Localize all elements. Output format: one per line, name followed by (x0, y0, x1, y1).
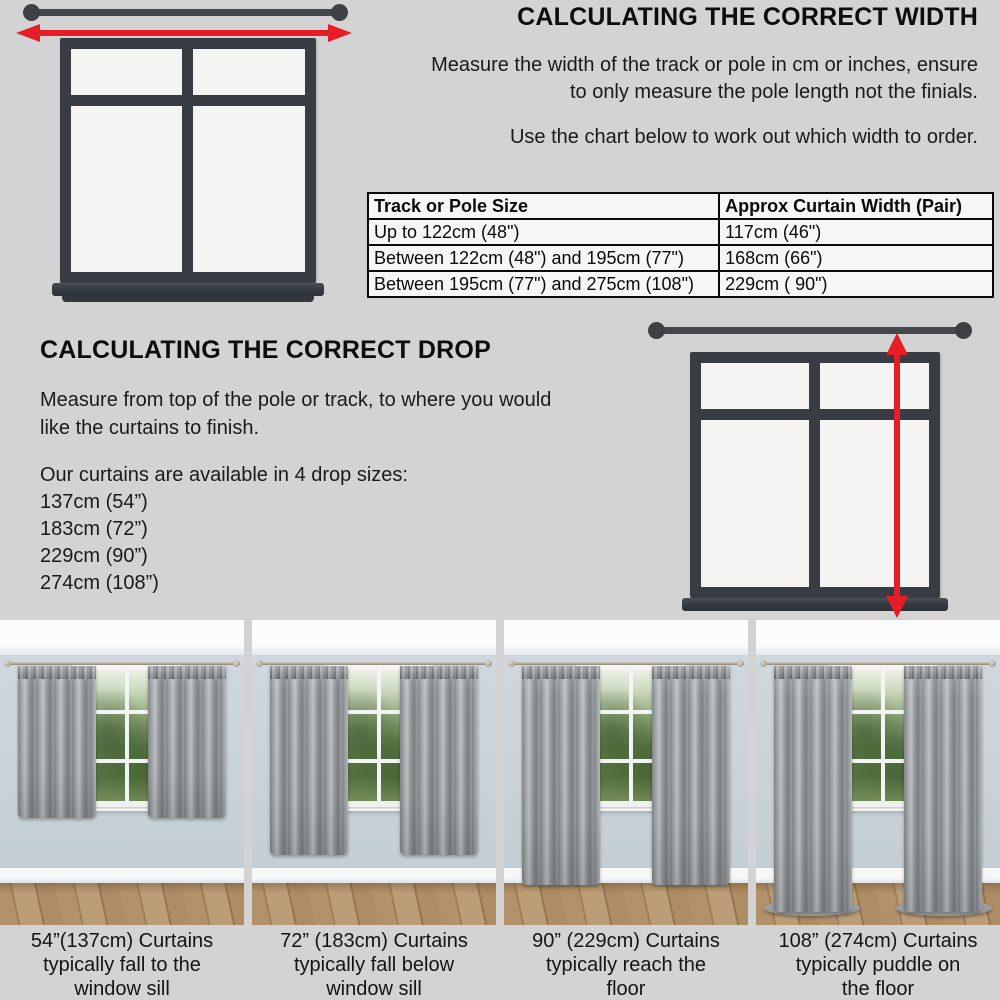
window-pane (820, 363, 929, 409)
caption-54in (0, 929, 244, 1000)
pencil-pleat-tape (400, 666, 478, 679)
room-curtain-pole (8, 662, 236, 665)
curtain-panel-right (148, 666, 226, 818)
caption-line: typically reach the (545, 954, 707, 976)
drop-size-item: 229cm (90”) (40, 545, 148, 567)
window-mullion (125, 669, 129, 806)
room-pole-finial (4, 660, 11, 667)
crown-molding (756, 642, 1000, 656)
ceiling (0, 620, 244, 642)
caption-line: 108” (274cm) Curtains (778, 930, 978, 952)
drop-measure-arrow-icon (884, 333, 910, 618)
example-photo-90in (504, 620, 748, 925)
baseboard (0, 868, 244, 883)
table-row (368, 219, 993, 245)
caption-line: the floor (841, 978, 915, 1000)
pole-finial-left (23, 4, 40, 21)
window-pane (193, 106, 305, 272)
ceiling (252, 620, 496, 642)
table-cell: Between 122cm (48") and 195cm (77") (368, 245, 719, 271)
room-curtain-pole (512, 662, 740, 665)
drop-section-title: CALCULATING THE CORRECT DROP (40, 336, 491, 364)
caption-line: window sill (326, 978, 422, 1000)
width-chart-hint: Use the chart below to work out which width to order. (509, 126, 978, 148)
caption-line: 54”(137cm) Curtains (30, 930, 214, 952)
window-sill-base (62, 296, 314, 302)
window-mullion (629, 669, 633, 806)
table-row (368, 271, 993, 297)
room-pole-finial (256, 660, 263, 667)
caption-line: window sill (74, 978, 170, 1000)
caption-line: typically fall below (293, 954, 455, 976)
drop-intro-text (40, 386, 630, 442)
ceiling (504, 620, 748, 642)
room-pole-finial (989, 660, 996, 667)
size-table (367, 192, 994, 298)
wood-floor (252, 883, 496, 925)
example-photo-72in (252, 620, 496, 925)
width-section-title: CALCULATING THE CORRECT WIDTH (517, 3, 978, 31)
width-intro-line-1: Measure the width of the track or pole in cm or inches, ensure (431, 54, 978, 76)
pencil-pleat-tape (774, 666, 852, 679)
curtain-panel-left (270, 666, 348, 855)
room-pole-finial (233, 660, 240, 667)
caption-108in (756, 929, 1000, 1000)
baseboard (252, 868, 496, 883)
window-sill (52, 283, 324, 296)
curtain-pole (656, 327, 964, 334)
drop-sizes-label: Our curtains are available in 4 drop sizes: (40, 464, 408, 486)
curtain-panel-left (522, 666, 600, 885)
pencil-pleat-tape (148, 666, 226, 679)
table-row (368, 245, 993, 271)
window-frame (60, 38, 316, 283)
crown-molding (0, 642, 244, 656)
pencil-pleat-tape (652, 666, 730, 679)
pole-finial-right (331, 4, 348, 21)
pencil-pleat-tape (270, 666, 348, 679)
window-pane (701, 420, 809, 587)
curtain-panel-left (18, 666, 96, 818)
ceiling (756, 620, 1000, 642)
drop-intro-line-1: Measure from top of the pole or track, to where you would (40, 389, 552, 411)
window-pane (701, 363, 809, 409)
pencil-pleat-tape (522, 666, 600, 679)
caption-line: typically fall to the (43, 954, 201, 976)
caption-line: 90” (229cm) Curtains (532, 930, 720, 952)
room-pole-finial (760, 660, 767, 667)
caption-72in (252, 929, 496, 1000)
table-header-curtain-width: Approx Curtain Width (Pair) (719, 193, 993, 219)
window-mullion (881, 669, 885, 806)
width-intro-line-2: to only measure the pole length not the finials. (569, 81, 978, 103)
window-pane (71, 49, 182, 95)
drop-size-item: 183cm (72”) (40, 518, 148, 540)
drop-sizes-list (40, 489, 159, 597)
drop-size-item: 137cm (54”) (40, 491, 148, 513)
table-cell: 168cm (66") (719, 245, 993, 271)
table-header-row (368, 193, 993, 219)
room-curtain-pole (764, 662, 992, 665)
room-pole-finial (485, 660, 492, 667)
pole-finial-left (648, 322, 665, 339)
curtain-panel-right (400, 666, 478, 855)
pencil-pleat-tape (18, 666, 96, 679)
curtain-panel-right (904, 666, 982, 912)
caption-line: typically puddle on (795, 954, 961, 976)
pencil-pleat-tape (904, 666, 982, 679)
table-cell: Up to 122cm (48") (368, 219, 719, 245)
window-mullion (377, 669, 381, 806)
crown-molding (504, 642, 748, 656)
caption-90in (504, 929, 748, 1000)
crown-molding (252, 642, 496, 656)
table-cell: 117cm (46") (719, 219, 993, 245)
example-photo-54in (0, 620, 244, 925)
wood-floor (504, 883, 748, 925)
window-pane (820, 420, 929, 587)
room-pole-finial (737, 660, 744, 667)
caption-line: floor (606, 978, 646, 1000)
window-pane (193, 49, 305, 95)
width-intro-text (370, 52, 978, 106)
drop-intro-line-2: like the curtains to finish. (40, 417, 259, 439)
wood-floor (0, 883, 244, 925)
window-pane (71, 106, 182, 272)
curtain-pole (30, 9, 342, 16)
caption-line: 72” (183cm) Curtains (280, 930, 468, 952)
table-cell: Between 195cm (77") and 275cm (108") (368, 271, 719, 297)
curtain-panel-left (774, 666, 852, 912)
pole-finial-right (955, 322, 972, 339)
example-photo-108in (756, 620, 1000, 925)
curtain-panel-right (652, 666, 730, 885)
room-pole-finial (508, 660, 515, 667)
drop-size-item: 274cm (108”) (40, 572, 159, 594)
table-cell: 229cm ( 90") (719, 271, 993, 297)
table-header-pole-size: Track or Pole Size (368, 193, 719, 219)
room-curtain-pole (260, 662, 488, 665)
